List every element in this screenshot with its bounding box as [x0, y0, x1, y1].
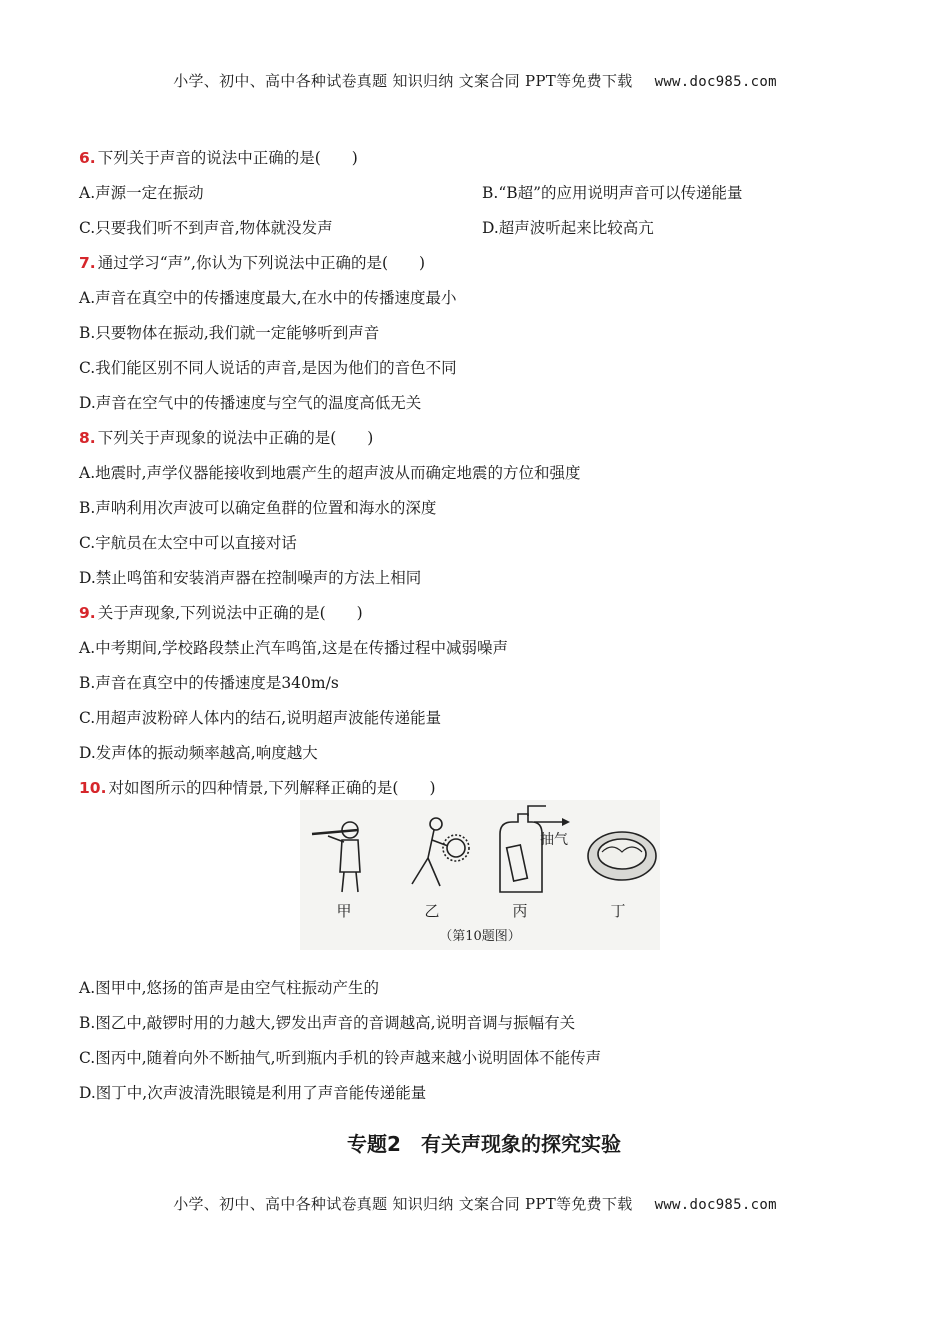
option: A.图甲中,悠扬的笛声是由空气柱振动产生的	[79, 979, 380, 997]
question-number: 6.	[79, 149, 96, 167]
footer-text: 小学、初中、高中各种试卷真题 知识归纳 文案合同 PPT等免费下载	[173, 1195, 633, 1213]
page-header	[0, 70, 950, 91]
question-number: 7.	[79, 254, 96, 272]
ultrasonic-cleaner-icon	[588, 832, 656, 880]
question-text: 关于声现象,下列说法中正确的是( )	[97, 604, 363, 622]
option: D.禁止鸣笛和安装消声器在控制噪声的方法上相同	[79, 569, 422, 587]
header-text: 小学、初中、高中各种试卷真题 知识归纳 文案合同 PPT等免费下载	[173, 72, 633, 90]
question-6	[79, 146, 358, 168]
option: D.声音在空气中的传播速度与空气的温度高低无关	[79, 394, 422, 412]
option: C.宇航员在太空中可以直接对话	[79, 534, 297, 552]
question-10	[79, 776, 436, 798]
option: D.发声体的振动频率越高,响度越大	[79, 744, 318, 762]
figure-label-ding: 丁	[610, 902, 626, 920]
option: B.图乙中,敲锣时用的力越大,锣发出声音的音调越高,说明音调与振幅有关	[79, 1014, 576, 1032]
pump-label: 抽气	[540, 832, 568, 848]
option: C.用超声波粉碎人体内的结石,说明超声波能传递能量	[79, 709, 442, 727]
question-8	[79, 426, 373, 448]
header-url[interactable]: www.doc985.com	[654, 74, 777, 90]
question-number: 9.	[79, 604, 96, 622]
page-footer	[0, 1193, 950, 1214]
option: A.声源一定在振动	[79, 184, 204, 202]
option: D.超声波听起来比较高亢	[482, 219, 654, 237]
option: B.声呐利用次声波可以确定鱼群的位置和海水的深度	[79, 499, 437, 517]
option: C.图丙中,随着向外不断抽气,听到瓶内手机的铃声越来越小说明固体不能传声	[79, 1049, 602, 1067]
option: A.中考期间,学校路段禁止汽车鸣笛,这是在传播过程中减弱噪声	[79, 639, 508, 657]
option: B.只要物体在振动,我们就一定能够听到声音	[79, 324, 380, 342]
option: A.声音在真空中的传播速度最大,在水中的传播速度最小	[79, 289, 457, 307]
figure-label-yi: 乙	[424, 902, 440, 920]
figure-label-jia: 甲	[336, 902, 352, 920]
option: B.“B超”的应用说明声音可以传递能量	[482, 184, 743, 202]
question-9	[79, 601, 363, 623]
option: A.地震时,声学仪器能接收到地震产生的超声波从而确定地震的方位和强度	[79, 464, 581, 482]
option: C.只要我们听不到声音,物体就没发声	[79, 219, 333, 237]
question-text: 对如图所示的四种情景,下列解释正确的是( )	[108, 779, 436, 797]
figure-label-bing: 丙	[512, 902, 528, 920]
question-10-figure	[300, 800, 660, 950]
option: C.我们能区别不同人说话的声音,是因为他们的音色不同	[79, 359, 457, 377]
question-number: 8.	[79, 429, 96, 447]
option: D.图丁中,次声波清洗眼镜是利用了声音能传递能量	[79, 1084, 427, 1102]
section-title: 专题2 有关声现象的探究实验	[347, 1132, 621, 1156]
figure-caption: （第10题图）	[439, 929, 521, 944]
question-7	[79, 251, 425, 273]
question-text: 通过学习“声”,你认为下列说法中正确的是( )	[97, 254, 426, 272]
question-text: 下列关于声音的说法中正确的是( )	[97, 149, 358, 167]
option: B.声音在真空中的传播速度是340m/s	[79, 674, 339, 692]
question-number: 10.	[79, 779, 107, 797]
question-text: 下列关于声现象的说法中正确的是( )	[97, 429, 374, 447]
footer-url[interactable]: www.doc985.com	[654, 1197, 777, 1213]
